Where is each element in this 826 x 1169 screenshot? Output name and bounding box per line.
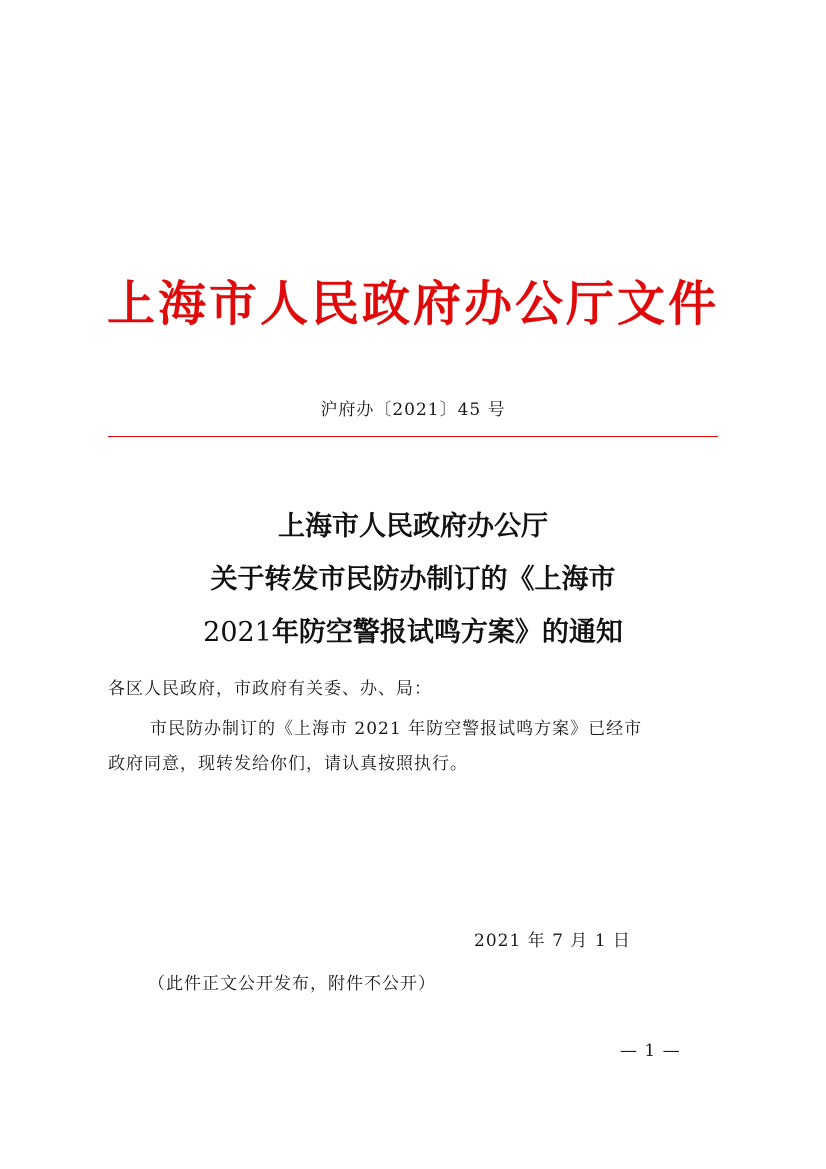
title-line-3-text: 年防空警报试鸣方案》的通知: [271, 617, 623, 648]
masthead-title: 上海市人民政府办公厅文件: [106, 276, 719, 332]
issue-date: 2021 年 7 月 1 日: [474, 931, 631, 951]
body-paragraph: [108, 712, 718, 782]
page-number: — 1 —: [620, 1041, 681, 1061]
publication-note: （此件正文公开发布，附件不公开）: [148, 974, 436, 994]
red-separator-line: [108, 436, 718, 437]
body-line-1: 市民防办制订的《上海市 2021 年防空警报试鸣方案》已经市: [150, 719, 643, 739]
title-year: 2021: [203, 617, 272, 648]
salutation: 各区人民政府，市政府有关委、办、局：: [108, 679, 432, 699]
title-line-2: 关于转发市民防办制订的《上海市: [210, 564, 616, 595]
title-line-3: [0, 606, 826, 659]
body-line-2: 政府同意，现转发给你们，请认真按照执行。: [108, 754, 468, 774]
document-number: 沪府办〔2021〕45 号: [320, 400, 506, 420]
document-title: [0, 500, 826, 659]
title-line-1: 上海市人民政府办公厅: [278, 511, 548, 542]
